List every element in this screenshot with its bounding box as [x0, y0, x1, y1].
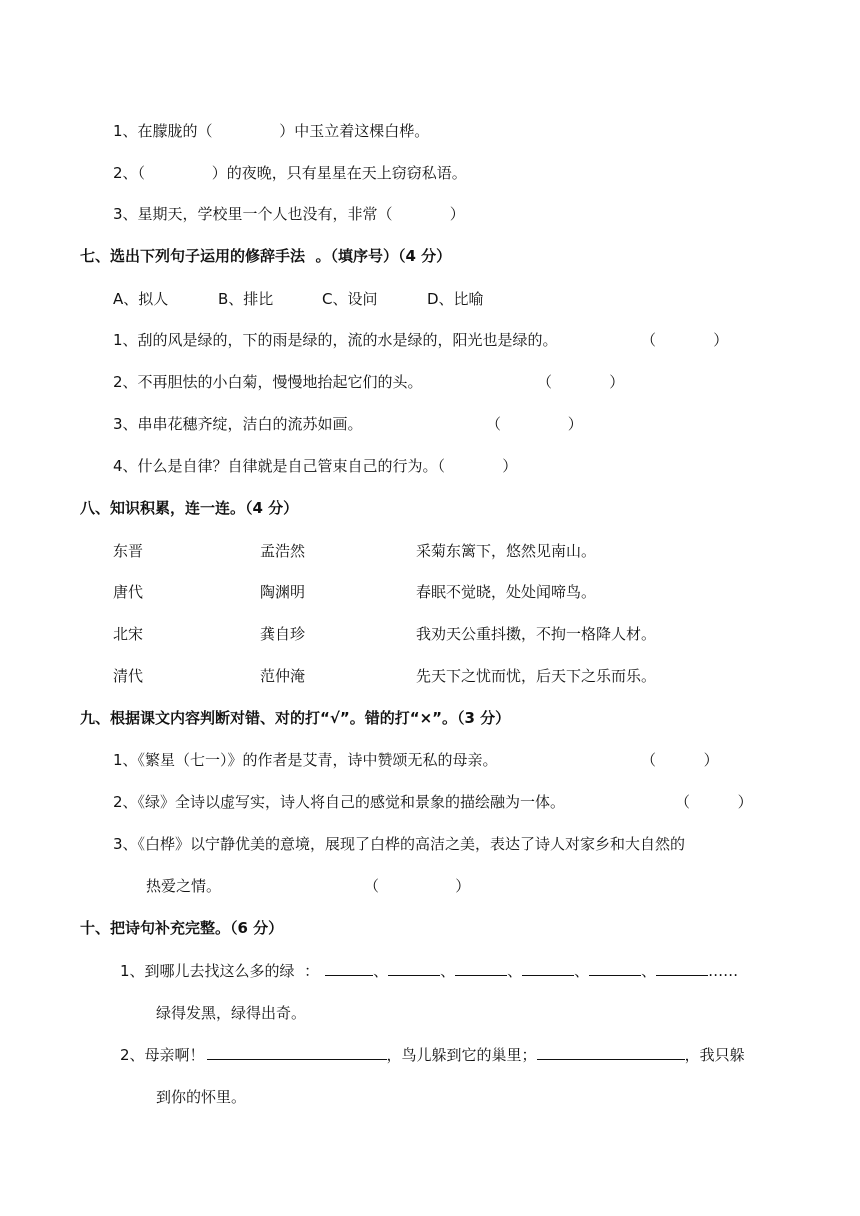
part10-question-1	[120, 961, 738, 981]
part6-question-3: 3、星期天，学校里一个人也没有，非常（ ）	[113, 205, 465, 223]
poem-line-item: 采菊东篱下，悠然见南山。	[416, 542, 597, 560]
poet-item: 陶渊明	[260, 583, 306, 601]
question-2-end: ，我只躲	[684, 1046, 745, 1064]
part7-question-3: 3、串串花穗齐绽，洁白的流苏如画。	[113, 415, 363, 433]
part9-answer-paren-3: （ ）	[364, 877, 471, 895]
dynasty-item: 北宋	[113, 625, 144, 643]
fill-blank[interactable]	[589, 961, 641, 976]
part7-answer-paren-3: （ ）	[486, 415, 583, 433]
fill-blank[interactable]	[656, 961, 708, 976]
poet-item: 龚自珍	[260, 625, 306, 643]
part9-question-3-line-1: 3、《白桦》以宁静优美的意境，展现了白桦的高洁之美，表达了诗人对家乡和大自然的	[113, 835, 686, 853]
separator: 、	[373, 962, 389, 980]
poem-line-item: 春眠不觉晓，处处闻啼鸟。	[416, 583, 597, 601]
part6-question-1: 1、在朦胧的（ ）中玉立着这棵白桦。	[113, 122, 430, 140]
dynasty-item: 东晋	[113, 542, 144, 560]
fill-blank[interactable]	[325, 961, 373, 976]
part7-heading: 七、选出下列句子运用的修辞手法 。（填序号）（4 分）	[80, 247, 452, 265]
question-2-middle: ，鸟儿躲到它的巢里；	[386, 1046, 537, 1064]
separator: 、	[507, 962, 523, 980]
part9-question-1: 1、《繁星（七一）》的作者是艾青，诗中赞颂无私的母亲。	[113, 751, 498, 769]
part9-question-2: 2、《绿》全诗以虚写实，诗人将自己的感觉和景象的描绘融为一体。	[113, 793, 566, 811]
part7-question-2: 2、不再胆怯的小白菊，慢慢地抬起它们的头。	[113, 373, 423, 391]
option-a: A、拟人	[113, 290, 169, 308]
fill-blank[interactable]	[537, 1045, 685, 1060]
fill-blank[interactable]	[455, 961, 507, 976]
option-c: C、设问	[322, 290, 378, 308]
part7-question-1: 1、刮的风是绿的，下的雨是绿的，流的水是绿的，阳光也是绿的。	[113, 331, 558, 349]
poet-item: 范仲淹	[260, 667, 306, 685]
part8-heading: 八、知识积累，连一连。（4 分）	[80, 499, 299, 517]
part7-answer-paren-2: （ ）	[537, 373, 625, 391]
part10-question-2	[120, 1045, 745, 1065]
poet-item: 孟浩然	[260, 542, 306, 560]
part9-question-3-line-2: 热爱之情。	[146, 877, 222, 895]
dynasty-item: 清代	[113, 667, 144, 685]
fill-blank[interactable]	[207, 1045, 387, 1060]
part9-answer-paren-2: （ ）	[675, 793, 753, 811]
poem-line-item: 先天下之忧而忧，后天下之乐而乐。	[416, 667, 657, 685]
fill-blank[interactable]	[388, 961, 440, 976]
part10-heading: 十、把诗句补充完整。（6 分）	[80, 919, 284, 937]
part6-question-2: 2、（ ）的夜晚，只有星星在天上窃窃私语。	[113, 164, 467, 182]
part9-heading: 九、根据课文内容判断对错、对的打“√”。错的打“×”。（3 分）	[80, 709, 511, 727]
part10-question-1-line-2: 绿得发黑，绿得出奇。	[156, 1004, 307, 1022]
question-1-prefix: 1、到哪儿去找这么多的绿 ：	[120, 962, 320, 980]
ellipsis: ……	[708, 962, 739, 980]
part7-answer-paren-1: （ ）	[641, 331, 729, 349]
separator: 、	[440, 962, 456, 980]
part10-question-2-line-2: 到你的怀里。	[156, 1088, 247, 1106]
question-2-prefix: 2、母亲啊！	[120, 1046, 205, 1064]
dynasty-item: 唐代	[113, 583, 144, 601]
fill-blank[interactable]	[522, 961, 574, 976]
part7-question-4: 4、什么是自律？自律就是自己管束自己的行为。（ ）	[113, 457, 518, 475]
separator: 、	[641, 962, 657, 980]
poem-line-item: 我劝天公重抖擞，不拘一格降人材。	[416, 625, 657, 643]
part9-answer-paren-1: （ ）	[641, 751, 719, 769]
separator: 、	[574, 962, 590, 980]
option-b: B、排比	[218, 290, 274, 308]
option-d: D、比喻	[427, 290, 484, 308]
